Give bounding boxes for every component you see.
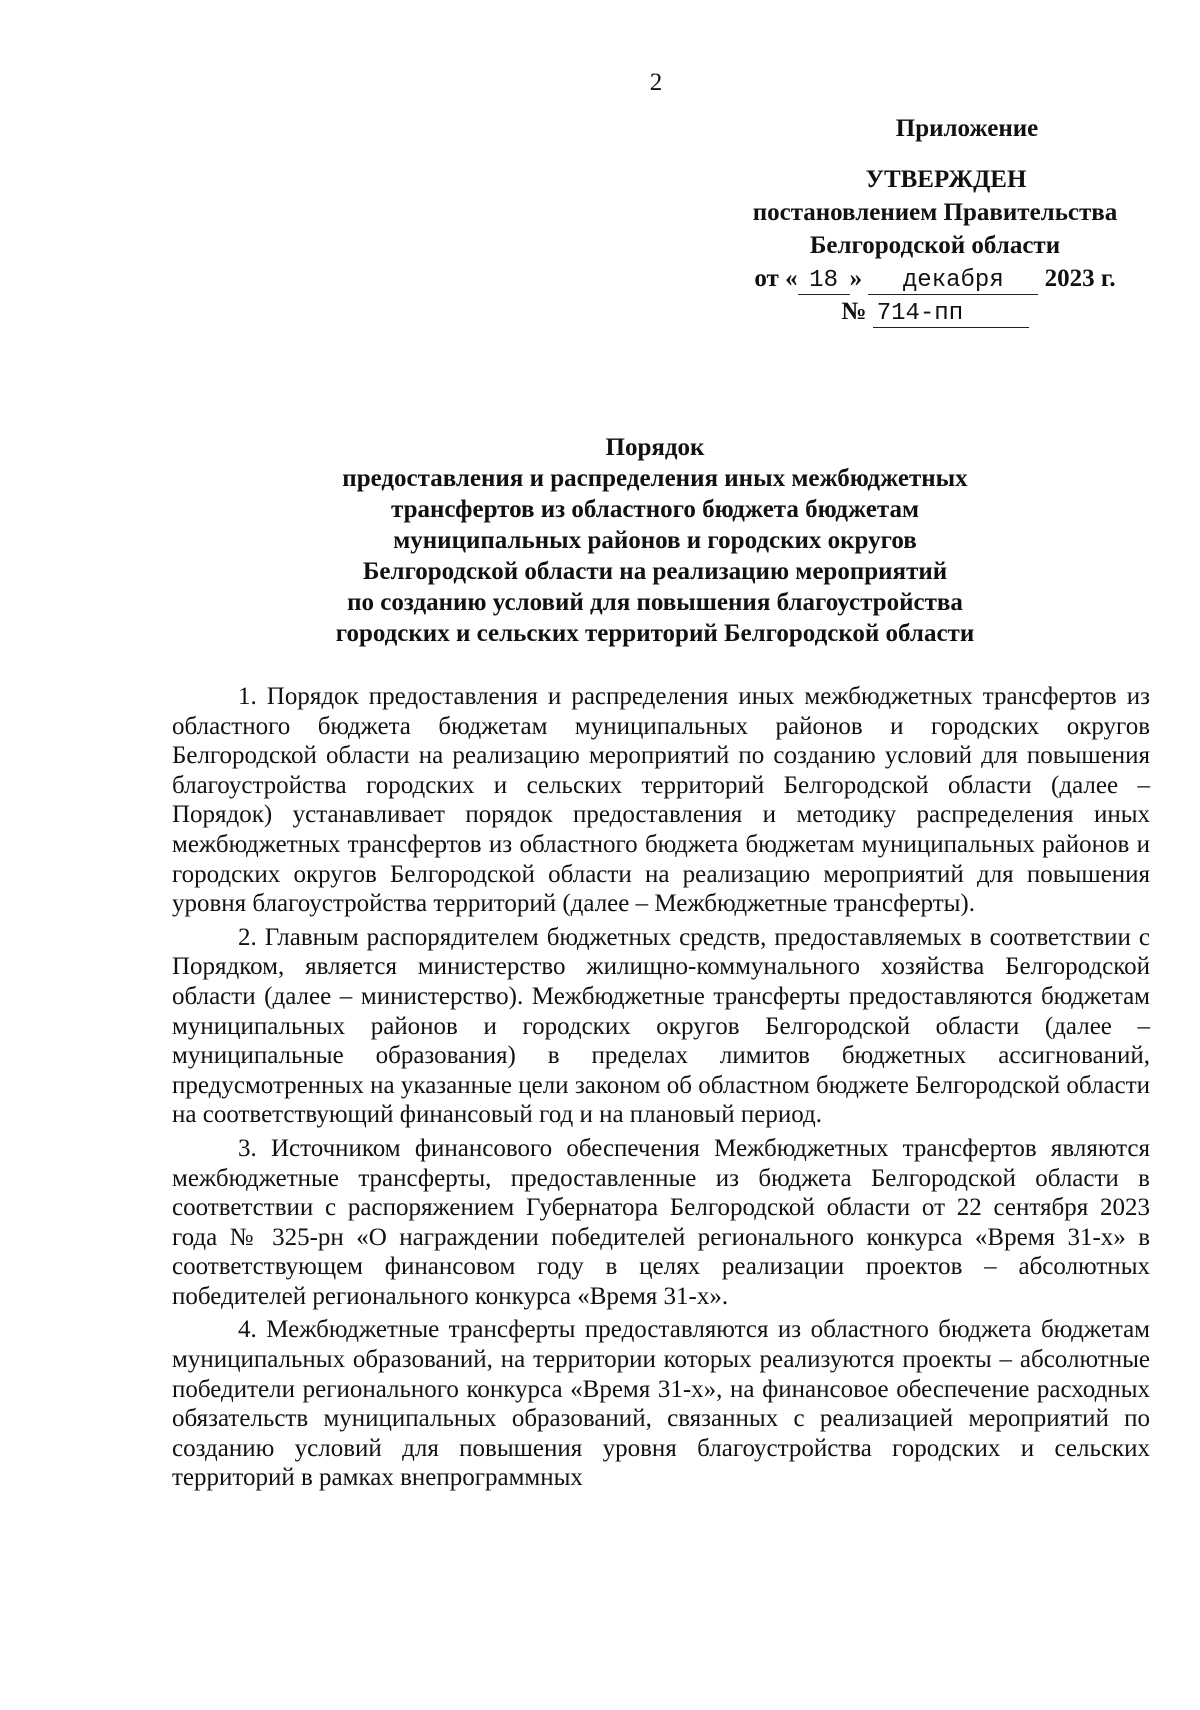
document-body [172, 682, 1150, 1497]
appendix-label: Приложение [895, 115, 1039, 142]
approval-block [700, 112, 1170, 328]
approval-line-1: постановлением Правительства [752, 199, 1118, 226]
approved-label: УТВЕРЖДЕН [865, 166, 1027, 193]
approval-number [700, 295, 1170, 328]
date-month: декабря [868, 268, 1038, 295]
date-day: 18 [798, 268, 850, 295]
title-line: трансфертов из областного бюджета бюджетам [391, 496, 919, 523]
document-title [160, 432, 1150, 649]
title-line: Порядок [605, 434, 705, 461]
approval-date [700, 262, 1170, 295]
title-line: городских и сельских территорий Белгородской области [335, 620, 975, 647]
number-prefix: № [841, 298, 867, 325]
number-value: 714-пп [873, 301, 1029, 328]
paragraph-1: 1. Порядок предоставления и распределения иных межбюджетных трансфертов из областного бюджета бюджетам муниципальных районов и городских округов Белгородской области на реализацию мероприятий по созданию условий для повышения благоустройства городских и сельских территорий Белгородской области (далее – Порядок) устанавливает порядок предоставления и методику распределения иных межбюджетных трансфертов из областного бюджета бюджетам муниципальных районов и городских округов Белгородской области на реализацию мероприятий для повышения уровня благоустройства территорий (далее – Межбюджетные трансферты). [172, 683, 1150, 918]
approval-line-2: Белгородской области [809, 232, 1061, 259]
paragraph-4: 4. Межбюджетные трансферты предоставляются из областного бюджета бюджетам муниципальных образований, на территории которых реализуются проекты – абсолютные победители регионального конкурса «Время 31-х», на финансовое обеспечение расходных обязательств муниципальных образований, связанных с реализацией мероприятий по созданию условий для повышения уровня благоустройства городских и сельских территорий в рамках внепрограммных [172, 1316, 1150, 1492]
date-mid: » [849, 265, 863, 292]
page-number: 2 [649, 69, 663, 96]
title-line: муниципальных районов и городских округов [393, 527, 917, 554]
title-line: по созданию условий для повышения благоустройства [347, 589, 963, 616]
paragraph-2: 2. Главным распорядителем бюджетных средств, предоставляемых в соответствии с Порядком, является министерство жилищно-коммунального хозяйства Белгородской области (далее – министерство). Межбюджетные трансферты предоставляются бюджетам муниципальных районов и городских округов Белгородской области (далее – муниципальные образования) в пределах лимитов бюджетных ассигнований, предусмотренных на указанные цели законом об областном бюджете Белгородской области на соответствующий финансовый год и на плановый период. [172, 923, 1150, 1129]
date-prefix: от « [754, 265, 798, 292]
date-year: 2023 г. [1044, 265, 1116, 292]
title-line: Белгородской области на реализацию мероприятий [362, 558, 948, 585]
title-line: предоставления и распределения иных межбюджетных [342, 465, 968, 492]
paragraph-3: 3. Источником финансового обеспечения Межбюджетных трансфертов являются межбюджетные трансферты, предоставленные из бюджета Белгородской области в соответствии с распоряжением Губернатора Белгородской области от 22 сентября 2023 года № 325-рн «О награждении победителей регионального конкурса «Время 31-х» в соответствующем финансовом году в целях реализации проектов – абсолютных победителей регионального конкурса «Время 31-х». [172, 1134, 1150, 1310]
